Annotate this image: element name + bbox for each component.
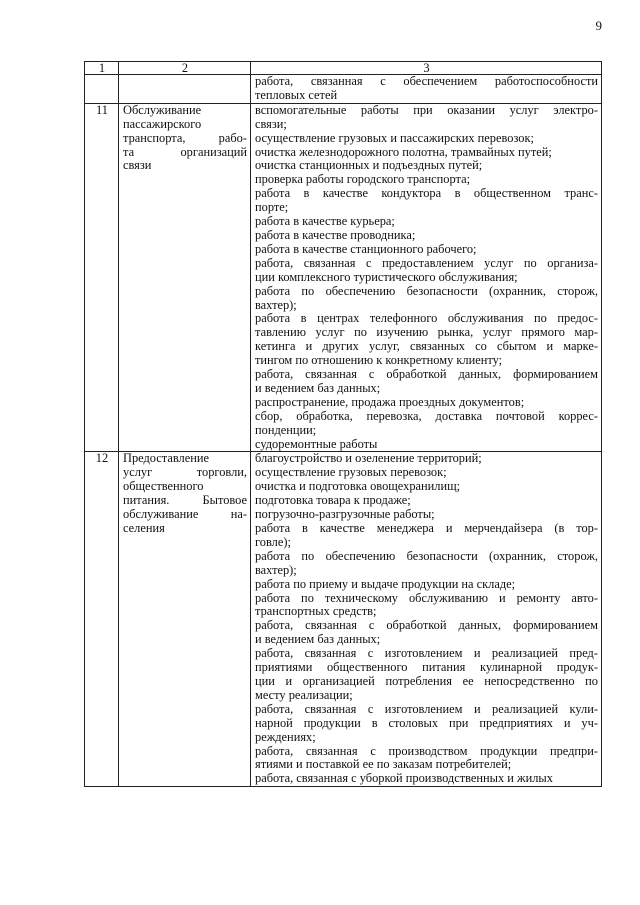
work-list xyxy=(251,452,602,787)
list-line: очистка и подготовка овощехранилищ; xyxy=(255,479,461,494)
list-line: и ведением баз данных; xyxy=(255,632,381,647)
list-line: работа в качестве курьера; xyxy=(255,214,395,229)
list-line: связи; xyxy=(255,116,287,131)
area-line: общественного xyxy=(123,479,204,494)
area-line: услуг торговли, xyxy=(123,465,247,480)
list-line: ции комплексного туристического обслуживания; xyxy=(255,269,518,284)
list-line: благоустройство и озеленение территорий; xyxy=(255,451,482,466)
list-line: судоремонтные работы xyxy=(255,436,378,451)
list-line: понденции; xyxy=(255,422,317,437)
continuation-row xyxy=(85,75,602,104)
list-line: работа в качестве кондуктора в общественном транс- xyxy=(255,186,598,201)
area-line: Предоставление xyxy=(123,451,209,466)
list-line: работа в качестве менеджера и мерчендайзера (в тор- xyxy=(255,521,598,535)
list-line: тингом по отношению к конкретному клиенту; xyxy=(255,353,503,368)
list-line: ятиями и поставкой ее по заказам потребителей; xyxy=(255,757,512,772)
list-line: приятиями общественного питания кулинарной продук- xyxy=(255,660,598,675)
column-header: 2 xyxy=(119,62,251,75)
list-line: кетинга и других услуг, связанных со сбытом и марке- xyxy=(255,339,598,354)
list-line: работа в центрах телефонного обслуживания по предос- xyxy=(255,311,598,326)
column-header: 1 xyxy=(85,62,119,75)
list-line: работа в качестве станционного рабочего; xyxy=(255,241,477,256)
list-line: подготовка товара к продаже; xyxy=(255,493,411,508)
column-header: 3 xyxy=(251,62,602,75)
list-line: и ведением баз данных; xyxy=(255,380,381,395)
list-line: очистка станционных и подъездных путей; xyxy=(255,158,483,173)
area-line: транспорта, рабо- xyxy=(123,130,247,145)
table-row xyxy=(85,103,602,452)
list-line: работа, связанная с производством продукции предпри- xyxy=(255,743,598,758)
list-line: вахтер); xyxy=(255,562,297,577)
list-line: работа, связанная с уборкой производственных и жилых xyxy=(255,771,553,786)
activity-table xyxy=(84,61,602,787)
page-number: 9 xyxy=(595,18,602,33)
list-line: работа, связанная с предоставлением услуг по организа- xyxy=(255,255,598,270)
area-line: Обслуживание xyxy=(123,102,202,117)
activity-area xyxy=(119,452,251,787)
area-line: селения xyxy=(123,521,165,535)
list-line: месту реализации; xyxy=(255,687,353,702)
list-line: нарной продукции в столовых при предприятиях и уч- xyxy=(255,715,598,730)
list-line: реждениях; xyxy=(255,729,316,744)
list-line: погрузочно-разгрузочные работы; xyxy=(255,507,435,522)
list-line: ции и организацией потребления ее непосредственно по xyxy=(255,673,598,688)
area-line: пассажирского xyxy=(123,116,202,131)
area-line: та организаций xyxy=(123,144,247,159)
list-line: вспомогательные работы при оказании услуг электро- xyxy=(255,102,598,117)
list-line: работа, связанная с обработкой данных, формированием xyxy=(255,618,598,633)
activity-area xyxy=(119,103,251,452)
continuation-cell xyxy=(251,75,602,104)
list-line: работа, связанная с обработкой данных, формированием xyxy=(255,367,598,382)
table-header-row xyxy=(85,62,602,75)
row-number: 12 xyxy=(85,452,119,787)
table-row xyxy=(85,452,602,787)
list-line: транспортных средств; xyxy=(255,604,377,619)
list-line: работа, связанная с изготовлением и реализацией пред- xyxy=(255,646,598,661)
area-line: связи xyxy=(123,158,152,173)
list-line: работа по обеспечению безопасности (охранник, сторож, xyxy=(255,283,598,298)
list-line: порте; xyxy=(255,200,289,215)
list-line: работа по обеспечению безопасности (охранник, сторож, xyxy=(255,548,598,563)
list-line: работа в качестве проводника; xyxy=(255,227,416,242)
area-line: питания. Бытовое xyxy=(123,493,247,508)
list-line: очистка железнодорожного полотна, трамвайных путей; xyxy=(255,144,552,159)
list-line: осуществление грузовых перевозок; xyxy=(255,465,447,480)
list-line: проверка работы городского транспорта; xyxy=(255,172,471,187)
list-line: вахтер); xyxy=(255,297,297,312)
list-line: говле); xyxy=(255,534,291,549)
list-line: работа, связанная с изготовлением и реализацией кули- xyxy=(255,701,598,716)
work-list xyxy=(251,103,602,452)
list-line: работа, связанная с обеспечением работоспособности xyxy=(255,74,598,88)
area-line: обслуживание на- xyxy=(123,507,247,522)
list-line: сбор, обработка, перевозка, доставка почтовой коррес- xyxy=(255,408,598,423)
list-line: тавлению услуг по изучению рынка, услуг прямого мар- xyxy=(255,325,598,340)
list-line: работа по техническому обслуживанию и ремонту авто- xyxy=(255,590,598,605)
row-number: 11 xyxy=(85,103,119,452)
list-line: распространение, продажа проездных документов; xyxy=(255,394,525,409)
list-line: тепловых сетей xyxy=(255,87,338,102)
list-line: работа по приему и выдаче продукции на складе; xyxy=(255,576,516,591)
list-line: осуществление грузовых и пассажирских перевозок; xyxy=(255,130,534,145)
